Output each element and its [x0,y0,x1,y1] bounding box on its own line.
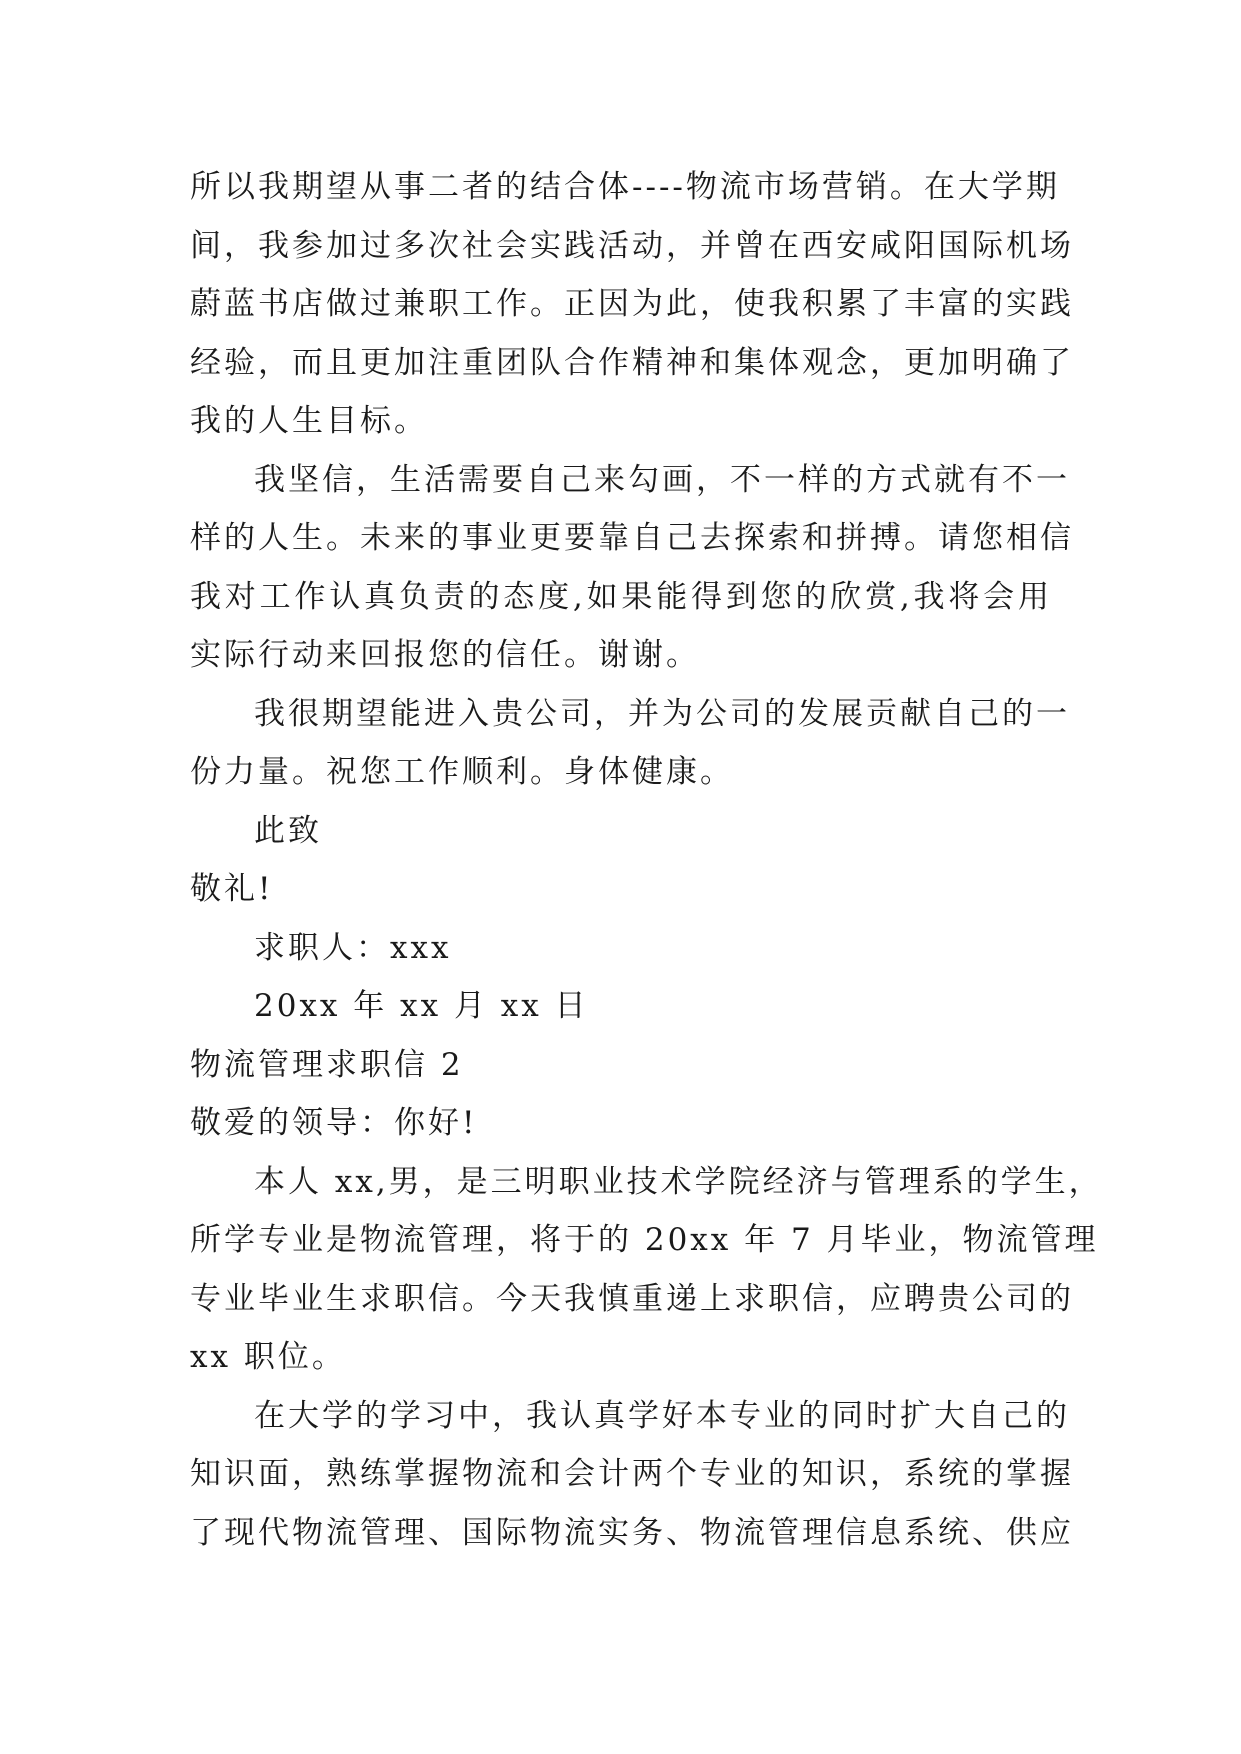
text-line: 间，我参加过多次社会实践活动，并曾在西安咸阳国际机场 [190,227,1074,264]
document-body [190,158,1103,1562]
text-line: 在大学的学习中，我认真学好本专业的同时扩大自己的 [254,1397,1070,1434]
text-line: 我很期望能进入贵公司，并为公司的发展贡献自己的一 [254,695,1070,732]
text-line: 专业毕业生求职信。今天我慎重递上求职信，应聘贵公司的 [190,1280,1074,1317]
text-line: xx 职位。 [190,1339,346,1375]
signature-applicant: 求职人：xxx [254,929,452,966]
text-line: 所学专业是物流管理，将于的 20xx 年 7 月毕业，物流管理 [190,1222,1099,1258]
text-line: 份力量。祝您工作顺利。身体健康。 [190,754,734,790]
text-line: 我对工作认真负责的态度,如果能得到您的欣赏,我将会用 [190,578,1052,615]
text-line: 经验，而且更加注重团队合作精神和集体观念，更加明确了 [190,344,1074,381]
text-line: 所以我期望从事二者的结合体----物流市场营销。在大学期 [190,169,1060,205]
text-line: 样的人生。未来的事业更要靠自己去探索和拼搏。请您相信 [190,520,1074,556]
closing-salutation: 此致 [254,812,322,849]
section-title: 物流管理求职信 2 [190,1046,464,1083]
signature-date: 20xx 年 xx 月 xx 日 [254,988,589,1024]
closing-regards: 敬礼! [190,871,274,907]
text-line: 知识面，熟练掌握物流和会计两个专业的知识，系统的掌握 [190,1456,1074,1492]
text-line: 我坚信，生活需要自己来勾画，不一样的方式就有不一 [254,461,1070,498]
text-line: 我的人生目标。 [190,403,428,439]
letter-greeting: 敬爱的领导：你好! [190,1105,478,1141]
text-line: 了现代物流管理、国际物流实务、物流管理信息系统、供应 [190,1514,1074,1551]
text-line: 蔚蓝书店做过兼职工作。正因为此，使我积累了丰富的实践 [190,286,1074,322]
text-line: 实际行动来回报您的信任。谢谢。 [190,637,700,673]
text-line: 本人 xx,男，是三明职业技术学院经济与管理系的学生， [254,1163,1103,1200]
